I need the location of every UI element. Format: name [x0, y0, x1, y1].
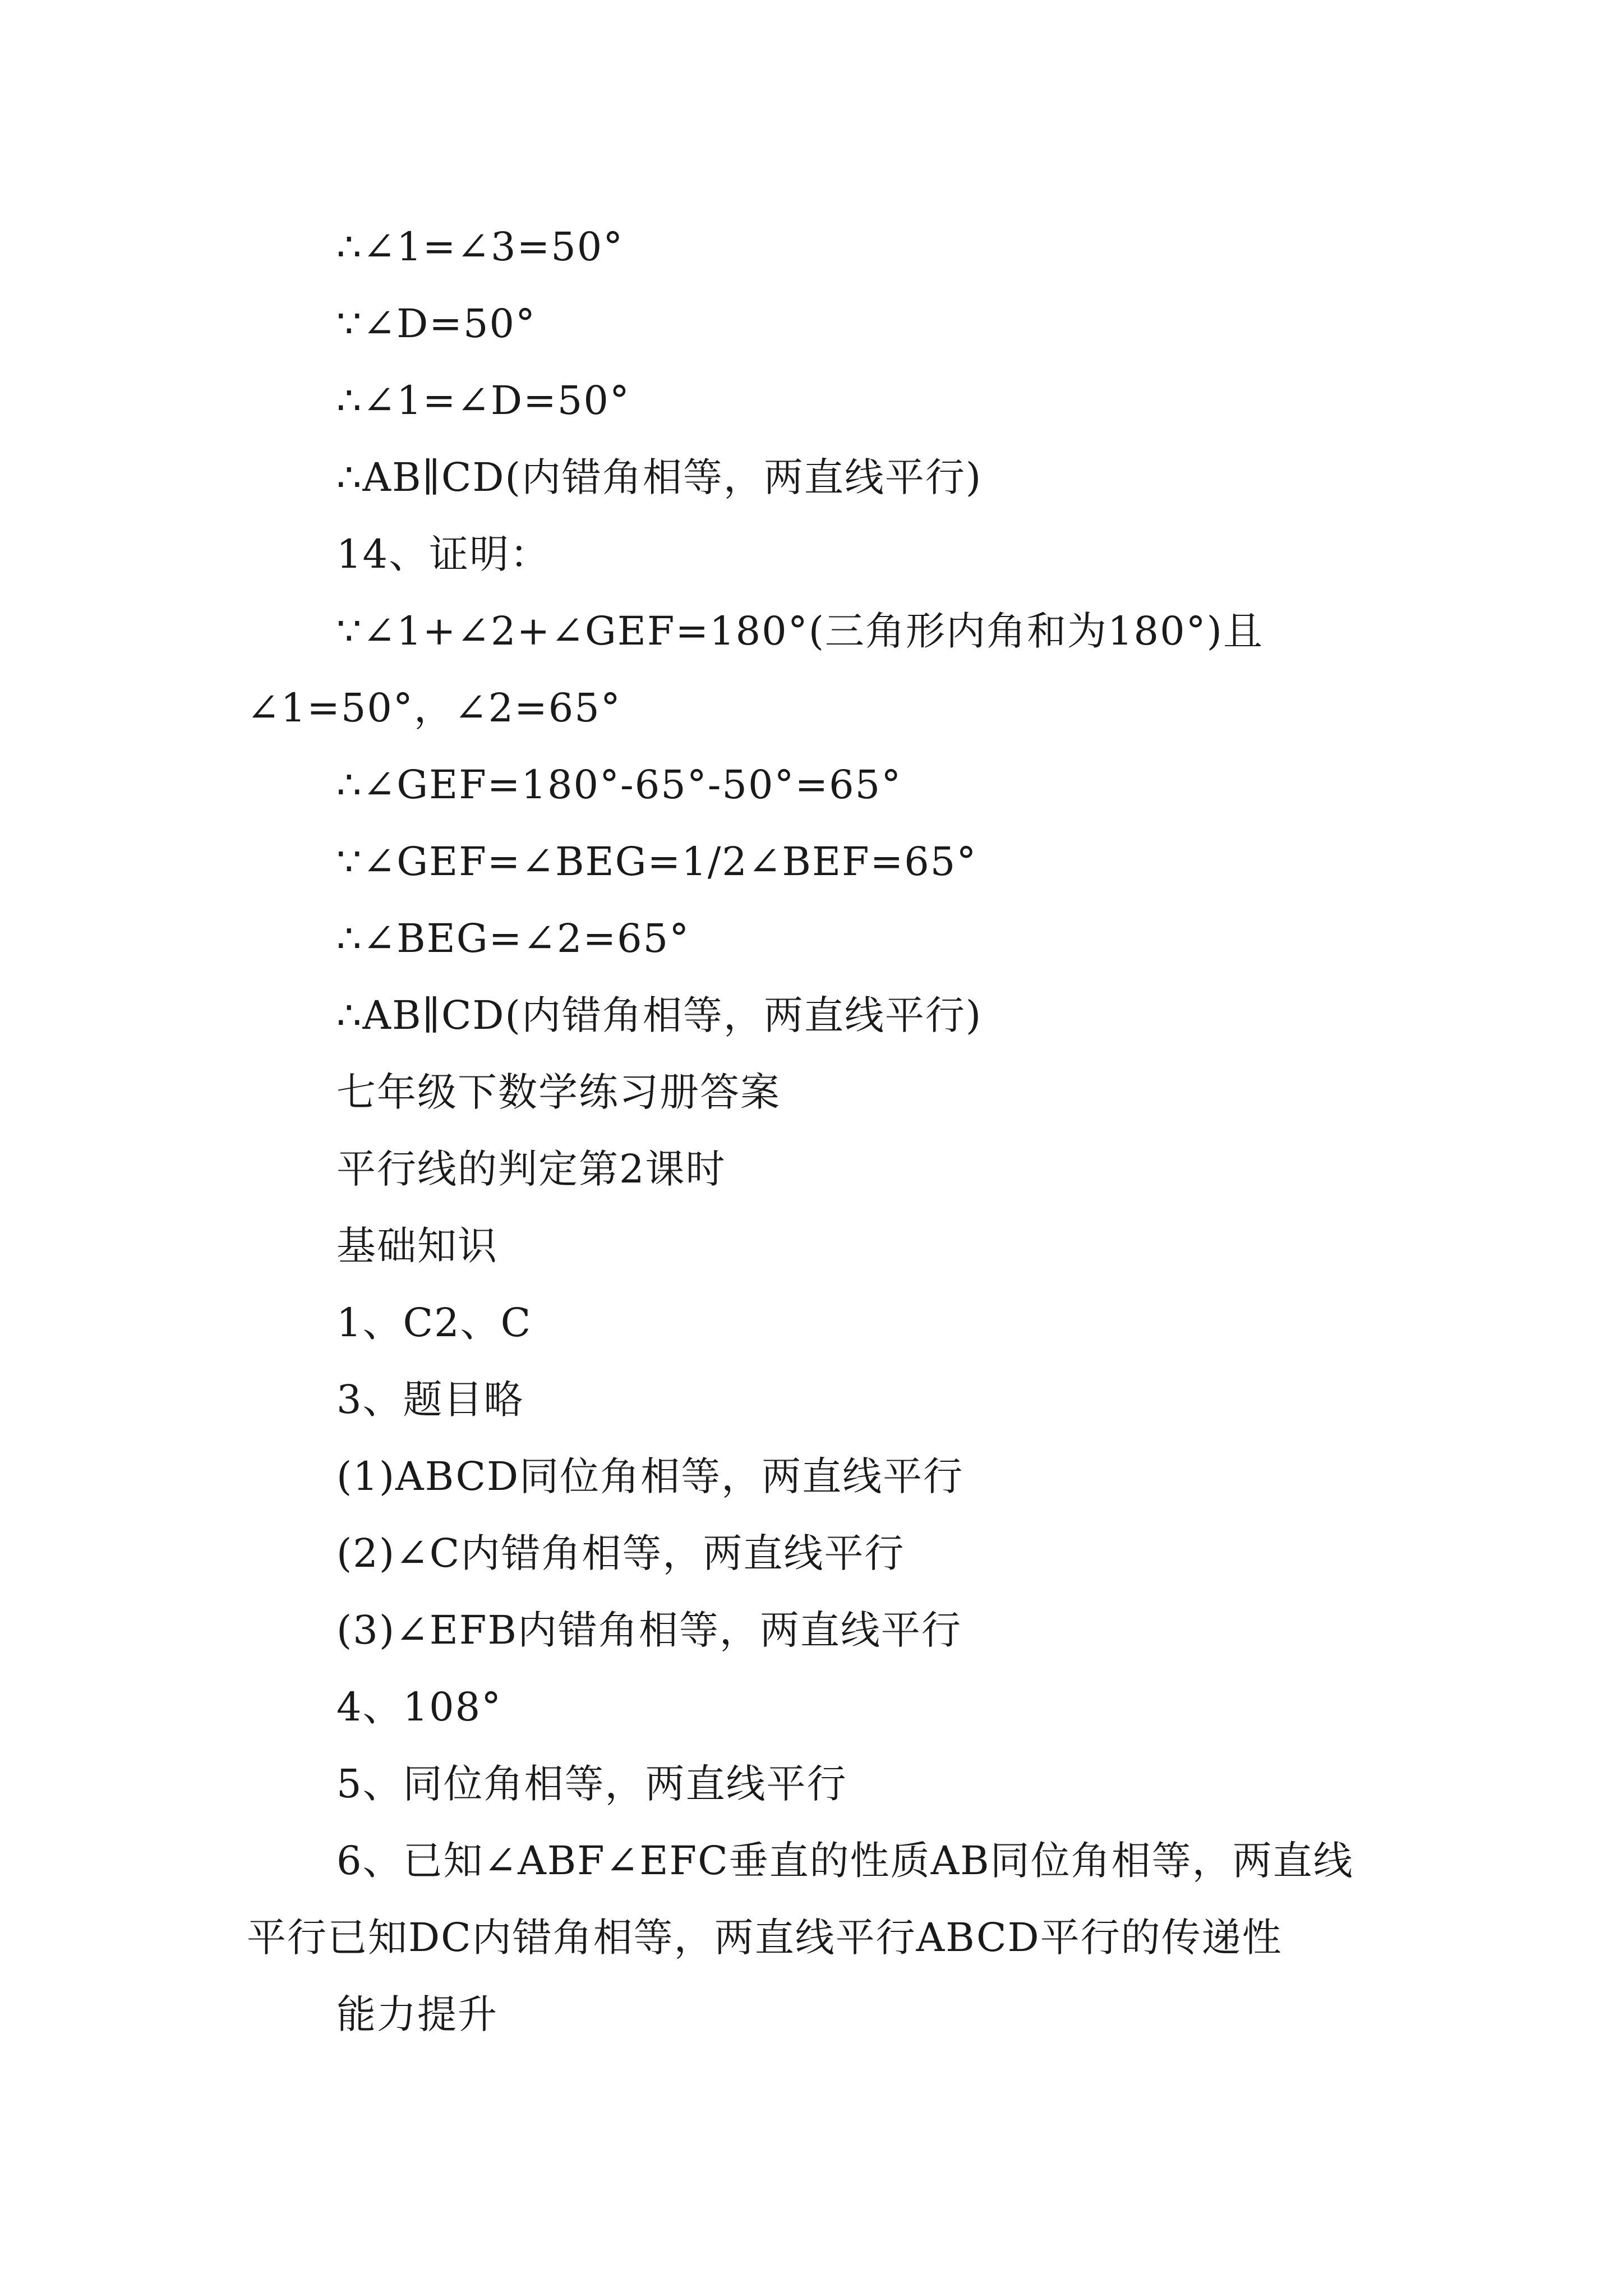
text-line: 3、题目略: [336, 1377, 524, 1423]
section-heading: 平行线的判定第2课时: [336, 1146, 726, 1192]
text-line: ∴∠1=∠3=50°: [336, 224, 624, 270]
section-heading: 能力提升: [336, 1991, 498, 2037]
text-line: (2)∠C内错角相等，两直线平行: [336, 1530, 905, 1576]
text-line: 5、同位角相等，两直线平行: [336, 1761, 847, 1807]
section-heading: 基础知识: [336, 1223, 498, 1269]
text-line: ∴AB∥CD(内错角相等，两直线平行): [336, 454, 983, 500]
text-line: (3)∠EFB内错角相等，两直线平行: [336, 1607, 962, 1653]
text-line: 1、C2、C: [336, 1300, 532, 1346]
text-line: 4、108°: [336, 1684, 502, 1730]
text-line: ∵∠GEF=∠BEG=1/2∠BEF=65°: [336, 839, 978, 885]
text-paragraph: ∵∠1+∠2+∠GEF=180°(三角形内角和为180°)且∠1=50°，∠2=65°: [247, 608, 1264, 731]
text-line: ∴∠1=∠D=50°: [336, 378, 630, 424]
section-heading: 14、证明：: [336, 531, 551, 577]
text-line: ∴AB∥CD(内错角相等，两直线平行): [336, 992, 983, 1038]
section-heading: 七年级下数学练习册答案: [336, 1069, 781, 1115]
text-line: (1)ABCD同位角相等，两直线平行: [336, 1453, 964, 1499]
text-line: ∴∠GEF=180°-65°-50°=65°: [336, 762, 902, 808]
text-line: ∴∠BEG=∠2=65°: [336, 915, 690, 961]
text-line: ∵∠D=50°: [336, 301, 537, 347]
text-paragraph: 6、已知∠ABF∠EFC垂直的性质AB同位角相等，两直线平行已知DC内错角相等，两直线平行ABCD平行的传递性: [247, 1838, 1354, 1961]
document-body: [247, 209, 1376, 2053]
